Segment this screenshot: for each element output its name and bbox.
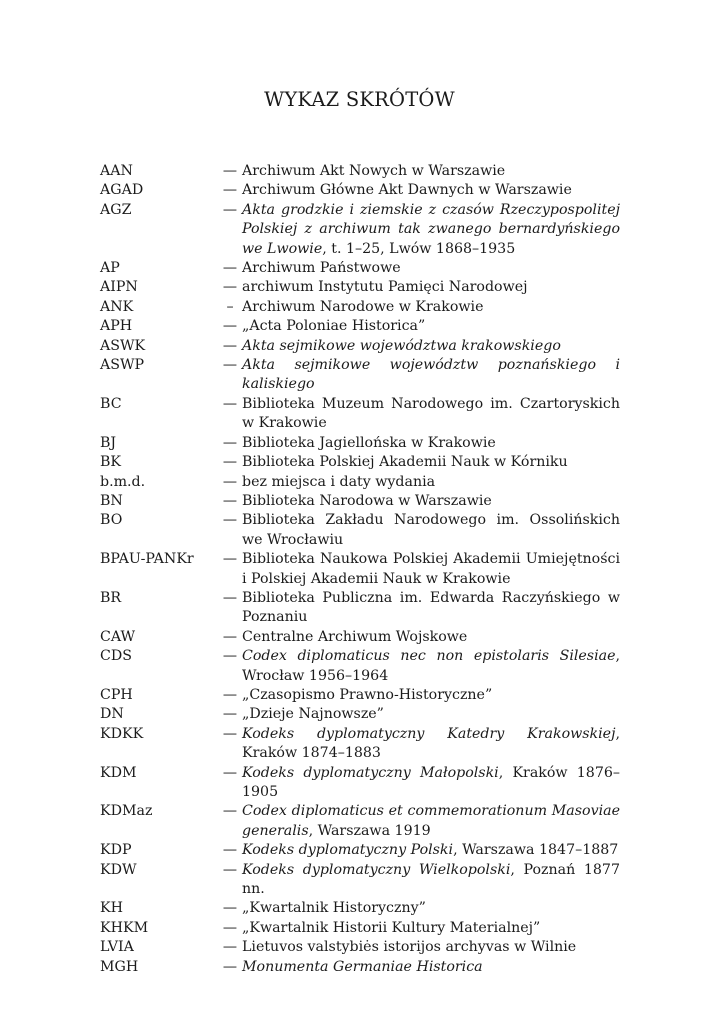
abbreviation-definition [242, 259, 620, 278]
definition-text: „Kwartalnik Historyczny” [242, 900, 426, 917]
abbreviation-definition [242, 317, 620, 336]
abbreviation-entry [100, 201, 620, 259]
abbreviation-entry [100, 453, 620, 472]
abbreviation-entry [100, 938, 620, 957]
abbreviation-definition [242, 686, 620, 705]
abbreviation-entry [100, 278, 620, 297]
abbreviation-definition [242, 356, 620, 395]
abbreviation-term: BR [100, 589, 122, 606]
abbreviation-entry [100, 802, 620, 841]
entry-dash: — [222, 900, 238, 917]
abbreviation-definition [242, 802, 620, 841]
abbreviation-entry [100, 899, 620, 918]
entry-dash: — [222, 628, 238, 645]
entry-dash: — [222, 706, 238, 723]
abbreviation-list [100, 162, 620, 977]
abbreviation-definition [242, 705, 620, 724]
abbreviation-definition [242, 725, 620, 764]
definition-text: Lietuvos valstybiės istorijos archyvas w Wilnie [242, 939, 577, 956]
abbreviation-definition [242, 162, 620, 181]
abbreviation-term: AIPN [100, 279, 138, 296]
entry-dash: — [222, 163, 238, 179]
entry-dash: — [222, 803, 238, 820]
abbreviation-definition [242, 764, 620, 803]
abbreviation-term: KHKM [100, 919, 149, 936]
definition-text: Biblioteka Narodowa w Warszawie [242, 492, 492, 509]
entry-dash: — [222, 454, 238, 471]
definition-text: , Warszawa 1919 [308, 822, 431, 839]
entry-dash: — [222, 337, 238, 354]
abbreviation-definition [242, 628, 620, 647]
abbreviation-definition [242, 958, 620, 977]
abbreviation-definition [242, 492, 620, 511]
entry-dash: — [222, 279, 238, 296]
abbreviation-term: BN [100, 492, 123, 509]
abbreviation-entry [100, 628, 620, 647]
abbreviation-term: KDMaz [100, 803, 153, 820]
definition-text: , Warszawa 1847–1887 [453, 842, 619, 859]
entry-dash: — [222, 512, 238, 529]
abbreviation-term: KH [100, 900, 123, 917]
definition-text: bez miejsca i daty wydania [242, 473, 436, 490]
definition-text: Biblioteka Zakładu Narodowego im. Ossolińskich we Wrocławiu [242, 512, 620, 548]
entry-dash: — [222, 842, 238, 859]
definition-text: , Poznań 1877 nn. [242, 861, 620, 898]
abbreviation-term: ASWK [100, 337, 146, 354]
abbreviation-definition [242, 395, 620, 434]
abbreviation-term: AAN [100, 163, 133, 179]
abbreviation-term: MGH [100, 958, 139, 975]
abbreviation-term: CAW [100, 628, 136, 645]
abbreviation-entry [100, 705, 620, 724]
entry-dash: — [222, 958, 238, 975]
abbreviation-term: CDS [100, 648, 132, 665]
abbreviation-term: LVIA [100, 939, 134, 956]
entry-dash: — [222, 725, 238, 742]
abbreviation-entry [100, 919, 620, 938]
abbreviation-term: BO [100, 512, 123, 529]
entry-dash: — [222, 686, 238, 703]
abbreviation-definition [242, 647, 620, 686]
abbreviation-term: AP [100, 260, 120, 277]
entry-dash: — [222, 318, 238, 335]
definition-text: „Czasopismo Prawno-Historyczne” [242, 686, 493, 703]
abbreviation-term: AGZ [100, 201, 132, 218]
abbreviation-entry [100, 861, 620, 900]
abbreviation-definition [242, 511, 620, 550]
abbreviation-entry [100, 492, 620, 511]
entry-dash: — [222, 434, 238, 451]
abbreviation-entry [100, 511, 620, 550]
abbreviation-entry [100, 550, 620, 589]
abbreviation-entry [100, 958, 620, 977]
entry-dash: — [222, 473, 238, 490]
definition-text: , t. 1–25, Lwów 1868–1935 [322, 240, 516, 257]
definition-italic-text: Codex diplomaticus nec non epistolaris Silesiae [242, 648, 616, 665]
abbreviation-term: KDW [100, 861, 137, 878]
abbreviation-term: DN [100, 706, 124, 723]
entry-dash: — [222, 589, 238, 606]
entry-dash: — [222, 357, 238, 374]
abbreviation-entry [100, 725, 620, 764]
abbreviation-definition [242, 473, 620, 492]
abbreviation-definition [242, 938, 620, 957]
definition-text: archiwum Instytutu Pamięci Narodowej [242, 279, 528, 296]
definition-text: , Wrocław 1956–1964 [242, 648, 620, 684]
abbreviation-definition [242, 589, 620, 628]
abbreviation-definition [242, 181, 620, 200]
entry-dash: — [222, 919, 238, 936]
definition-text: Biblioteka Publiczna im. Edwarda Raczyńskiego w Poznaniu [242, 589, 620, 626]
abbreviation-entry [100, 589, 620, 628]
entry-dash: — [222, 201, 238, 218]
definition-italic-text: Monumenta Germaniae Historica [242, 958, 483, 975]
abbreviation-entry [100, 395, 620, 434]
abbreviation-term: CPH [100, 686, 133, 703]
definition-text: Centralne Archiwum Wojskowe [242, 628, 468, 645]
abbreviation-entry [100, 647, 620, 686]
definition-text: , Kraków 1874–1883 [242, 725, 620, 762]
entry-dash: — [222, 395, 238, 412]
abbreviation-term: b.m.d. [100, 473, 146, 490]
abbreviation-definition [242, 899, 620, 918]
abbreviation-definition [242, 298, 620, 317]
definition-text: Archiwum Państwowe [242, 260, 401, 277]
abbreviation-entry [100, 317, 620, 336]
entry-dash: — [222, 492, 238, 509]
abbreviation-entry [100, 686, 620, 705]
abbreviation-entry [100, 181, 620, 200]
abbreviation-definition [242, 861, 620, 900]
abbreviation-term: ASWP [100, 357, 145, 374]
abbreviation-term: AGAD [100, 182, 144, 199]
abbreviation-term: ANK [100, 298, 134, 315]
abbreviation-term: KDM [100, 764, 137, 781]
definition-text: Biblioteka Naukowa Polskiej Akademii Umiejętności i Polskiej Akademii Nauk w Krakowie [242, 551, 620, 587]
page-title: WYKAZ SKRÓTÓW [264, 88, 455, 111]
entry-dash: — [222, 764, 238, 781]
entry-dash: — [222, 939, 238, 956]
definition-text: Archiwum Narodowe w Krakowie [242, 298, 484, 315]
definition-text: „Dzieje Najnowsze” [242, 706, 384, 723]
abbreviation-term: KDKK [100, 725, 144, 742]
abbreviation-term: KDP [100, 842, 132, 859]
abbreviation-definition [242, 201, 620, 259]
definition-text: Biblioteka Jagiellońska w Krakowie [242, 434, 496, 451]
definition-text: Biblioteka Muzeum Narodowego im. Czartoryskich w Krakowie [242, 395, 620, 432]
definition-italic-text: Kodeks dyplomatyczny Małopolski [242, 764, 499, 781]
definition-italic-text: Codex diplomaticus et commemorationum Masoviae generalis [242, 803, 620, 839]
entry-dash: — [222, 182, 238, 199]
definition-italic-text: Kodeks dyplomatyczny Wielkopolski [242, 861, 511, 878]
entry-dash: – [226, 298, 234, 315]
definition-italic-text: Kodeks dyplomatyczny Katedry Krakowskiej [242, 725, 616, 742]
abbreviation-term: BJ [100, 434, 117, 451]
definition-text: Biblioteka Polskiej Akademii Nauk w Kórniku [242, 454, 568, 471]
abbreviation-term: BPAU-PANKr [100, 551, 194, 568]
definition-text: „Kwartalnik Historii Kultury Materialnej” [242, 919, 541, 936]
definition-italic-text: Akta sejmikowe województwa krakowskiego [242, 337, 561, 354]
entry-dash: — [222, 648, 238, 665]
definition-text: Archiwum Akt Nowych w Warszawie [242, 163, 506, 179]
entry-dash: — [222, 551, 238, 568]
abbreviation-entry [100, 356, 620, 395]
abbreviation-entry [100, 841, 620, 860]
abbreviation-term: BC [100, 395, 122, 412]
definition-text: Archiwum Główne Akt Dawnych w Warszawie [242, 182, 572, 199]
definition-text: , Kraków 1876–1905 [242, 764, 620, 800]
abbreviation-entry [100, 473, 620, 492]
abbreviation-definition [242, 550, 620, 589]
abbreviation-term: BK [100, 454, 122, 471]
abbreviation-definition [242, 453, 620, 472]
abbreviation-definition [242, 278, 620, 297]
abbreviation-definition [242, 919, 620, 938]
abbreviation-entry [100, 298, 620, 317]
definition-italic-text: Kodeks dyplomatyczny Polski [242, 842, 454, 859]
definition-italic-text: Akta sejmikowe województw poznańskiego i kaliskiego [242, 357, 620, 393]
abbreviation-definition [242, 841, 620, 860]
abbreviation-entry [100, 162, 620, 181]
entry-dash: — [222, 861, 238, 878]
abbreviation-entry [100, 434, 620, 453]
abbreviation-entry [100, 764, 620, 803]
abbreviation-entry [100, 337, 620, 356]
abbreviation-term: APH [100, 318, 133, 335]
abbreviation-definition [242, 434, 620, 453]
definition-text: „Acta Poloniae Historica” [242, 318, 426, 335]
entry-dash: — [222, 260, 238, 277]
definition-italic-text: Akta grodzkie i ziemskie z czasów Rzeczypospolitej Polskiej z archiwum tak zwanego bernardyńskiego we Lwowie [242, 201, 620, 257]
abbreviation-entry [100, 259, 620, 278]
abbreviation-definition [242, 337, 620, 356]
